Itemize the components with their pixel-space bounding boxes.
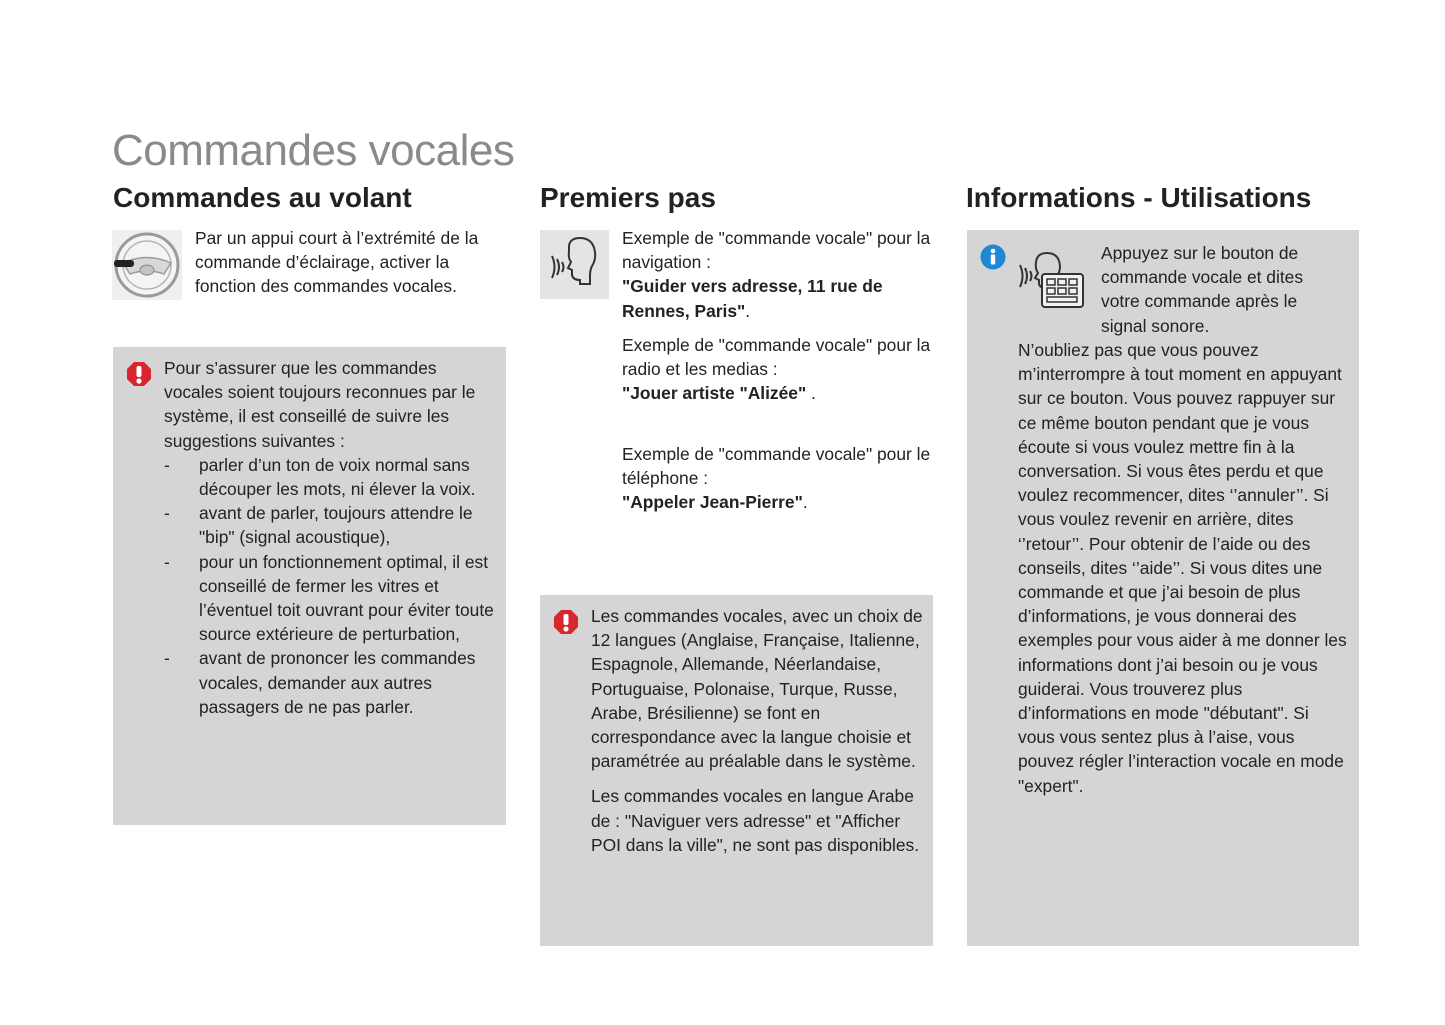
info-body: N’oubliez pas que vous pouvez m’interrompre à tout moment en appuyant sur ce bouton. Vous pouvez rappuyer sur ce même bouton pendant que je vous écoute si vous voulez mettre fin à la conversation. Si vous êtes perdu et que voulez recommencer, dites ‘’annuler’’. Si vous voulez revenir en arrière, dites ‘’retour’’. Pour obtenir de l’aide ou des conseils, dites ‘’aide’’. Si vous dites une commande et que j’ai besoin de plus d’informations, je vous donnerai des exemples pour vous aider à me donner les informations dont j’ai besoin ou je vous guiderai. Vous trouverez plus d’informations en mode "débutant". Si vous vous sentez plus à l’aise, vous pouvez régler l’interaction vocale en mode "expert". [1018, 340, 1347, 796]
list-item: - parler d’un ton de voix normal sans découper les mots, ni élever la voix. [164, 453, 499, 501]
info-box [967, 230, 1359, 946]
warning-icon [126, 361, 152, 387]
example-media: Exemple de "commande vocale" pour la radio et les medias : "Jouer artiste "Alizée" . [622, 335, 931, 404]
suggestions-list [164, 453, 499, 719]
command-media: "Jouer artiste "Alizée" [622, 383, 807, 404]
heading-commandes-au-volant: Commandes au volant [113, 182, 412, 213]
steering-wheel-icon [112, 230, 182, 300]
example-navigation: Exemple de "commande vocale" pour la navigation : "Guider vers adresse, 11 rue de Rennes, Paris". [622, 228, 931, 321]
command-phone: "Appeler Jean-Pierre" [622, 492, 803, 513]
arabic-paragraph: Les commandes vocales en langue Arabe de : "Naviguer vers adresse" et "Afficher POI dans la ville", ne sont pas disponibles. [591, 786, 920, 855]
heading-premiers-pas: Premiers pas [540, 182, 716, 213]
list-item: - avant de parler, toujours attendre le "bip" (signal acoustique), [164, 501, 499, 549]
steering-instruction: Par un appui court à l’extrémité de la commande d’éclairage, activer la fonction des commandes vocales. [195, 228, 479, 297]
voice-command-icon [540, 230, 609, 299]
info-icon [980, 244, 1006, 270]
command-navigation: "Guider vers adresse, 11 rue de Rennes, Paris" [622, 276, 883, 321]
warning-intro: Pour s’assurer que les commandes vocales soient toujours reconnues par le système, il est conseillé de suivre les suggestions suivantes : [164, 358, 476, 451]
info-intro: Appuyez sur le bouton de commande vocale et dites votre commande après le signal sonore. [1101, 243, 1304, 336]
heading-informations-utilisations: Informations - Utilisations [966, 182, 1312, 213]
languages-paragraph: Les commandes vocales, avec un choix de 12 langues (Anglaise, Française, Italienne, Espagnole, Allemande, Néerlandaise, Portuguaise, Polonaise, Turque, Russe, Arabe, Brésilienne) se font en correspondance avec la langue choisie et paramétrée au préalable dans le système. [591, 606, 923, 772]
voice-button-icon [1019, 248, 1085, 310]
list-item: - pour un fonctionnement optimal, il est conseillé de fermer les vitres et l’éventuel toit ouvrant pour éviter toute source extérieure de perturbation, [164, 550, 499, 647]
list-item: - avant de prononcer les commandes vocales, demander aux autres passagers de ne pas parler. [164, 646, 499, 719]
page-title: Commandes vocales [112, 126, 515, 175]
warning-icon [553, 609, 579, 635]
warning-box-languages [540, 595, 933, 946]
example-phone: Exemple de "commande vocale" pour le téléphone : "Appeler Jean-Pierre". [622, 444, 931, 513]
warning-box-suggestions [113, 347, 506, 825]
